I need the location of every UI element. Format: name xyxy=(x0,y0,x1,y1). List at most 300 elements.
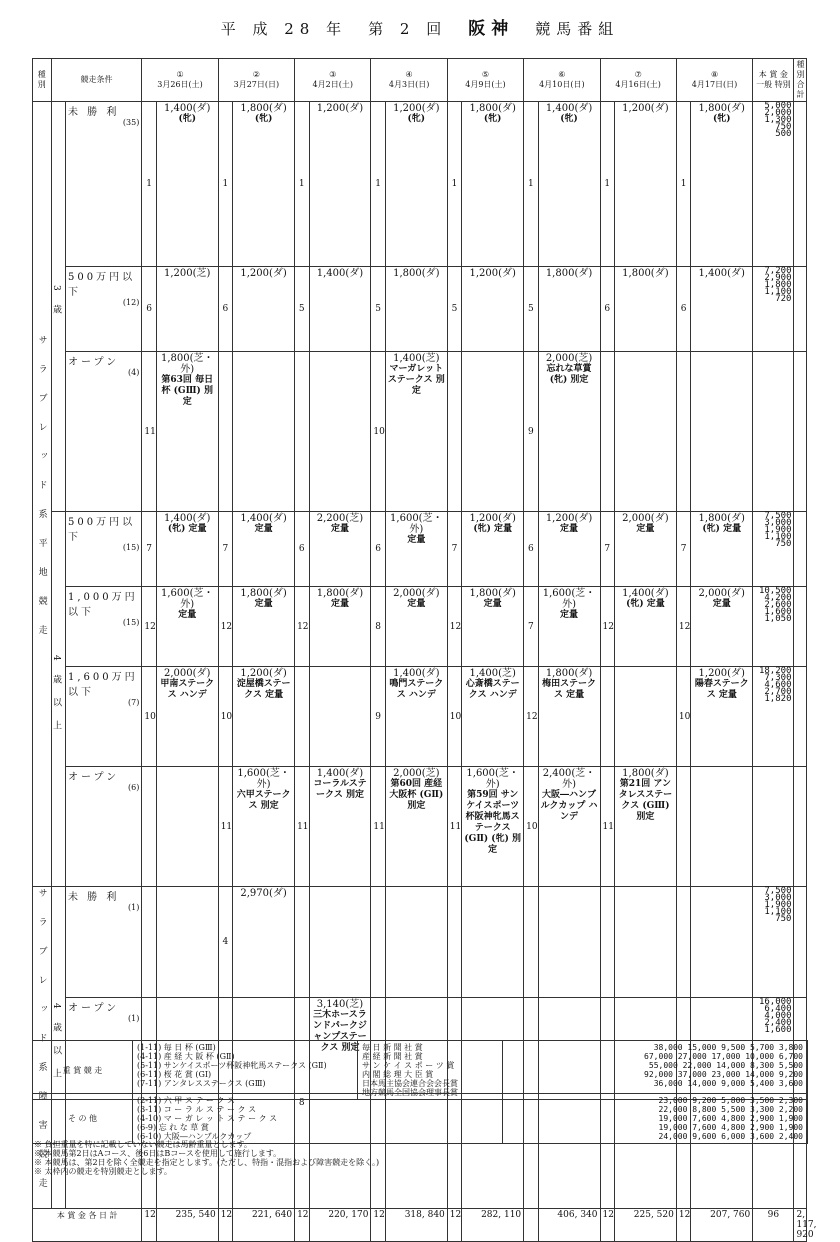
day-total: 207, 760 xyxy=(691,1209,753,1242)
race-number: 10 xyxy=(371,352,385,512)
race-condition xyxy=(66,267,142,352)
day-header: ③ 4月2日(土) xyxy=(295,59,371,102)
other-prizes: 23,000 9,200 5,800 3,500 2,300 22,000 8,800 5,500 3,300 2,200 19,000 7,600 4,800 2,900 1,900 19,000 7,600 4,800 2,900 1,900 24,000 9,600 6,000 3,600 2,400 xyxy=(503,1094,808,1144)
race-number xyxy=(142,767,156,887)
race-number: 10 xyxy=(142,667,156,767)
race-cell xyxy=(614,267,676,352)
race-number xyxy=(676,767,690,887)
race-cell xyxy=(156,767,218,887)
race-cell xyxy=(233,767,295,887)
race-cell xyxy=(309,587,371,667)
race-name: 梅田ステークス 定量 xyxy=(542,679,596,700)
race-number: 11 xyxy=(142,352,156,512)
prize-cell: 5,000 2,000 1,300 750 500 xyxy=(753,102,794,267)
race-name: 定量 xyxy=(560,610,579,620)
race-number xyxy=(447,887,461,998)
race-name: (牝) xyxy=(483,114,502,124)
grid-row xyxy=(33,352,807,512)
race-name: (牝) xyxy=(712,114,731,124)
race-condition xyxy=(66,102,142,267)
type-total xyxy=(794,102,807,267)
race-name: 第21回 アンタレスステークス (GⅢ) 別定 xyxy=(618,779,673,822)
race-number: 7 xyxy=(218,512,232,587)
condition-name: 1,000万円以下 xyxy=(68,592,138,618)
prize-cell xyxy=(753,767,794,887)
note: ※ 本競馬第2日はAコース、後6日はBコースを使用して施行します。 xyxy=(34,1149,282,1158)
day-header: ⑤ 4月9日(土) xyxy=(447,59,523,102)
race-condition xyxy=(66,667,142,767)
day-total: 221, 640 xyxy=(233,1209,295,1242)
race-number: 7 xyxy=(447,512,461,587)
race-distance: 1,200(芝) xyxy=(164,268,211,279)
day-header: ⑧ 4月17日(日) xyxy=(676,59,752,102)
race-distance: 1,800(ダ) xyxy=(316,588,364,599)
race-distance: 3,140(芝) xyxy=(316,999,364,1011)
race-cell xyxy=(538,587,600,667)
race-name: 第59回 サンケイスポーツ杯阪神牝馬ステークス (GⅡ) (牝) 別定 xyxy=(464,790,521,855)
grid-row xyxy=(33,102,807,267)
prize-header: 本 賞 金 一般 特別 xyxy=(753,59,794,102)
race-condition xyxy=(66,767,142,887)
day-total: 406, 340 xyxy=(538,1209,600,1242)
race-distance: 1,400(ダ) xyxy=(316,768,364,779)
race-distance: 2,000(ダ) xyxy=(164,668,211,679)
race-distance: 1,800(ダ) xyxy=(622,768,669,779)
race-name: (牝) 定量 xyxy=(702,524,742,534)
race-number: 1 xyxy=(447,102,461,267)
race-cell xyxy=(156,512,218,587)
race-distance: 1,800(ダ) xyxy=(469,103,516,114)
race-number: 7 xyxy=(676,512,690,587)
race-number xyxy=(295,667,309,767)
race-name: (牝) xyxy=(254,114,273,124)
day-count: 12 xyxy=(371,1209,385,1242)
race-distance: 1,200(ダ) xyxy=(622,103,669,114)
notes xyxy=(34,1140,379,1176)
condition-count: (4) xyxy=(128,368,140,377)
race-distance: 2,000(芝) xyxy=(545,353,593,364)
race-cell xyxy=(385,102,447,267)
race-name: (牝) 定量 xyxy=(167,524,207,534)
day-total: 220, 170 xyxy=(309,1209,371,1242)
race-condition xyxy=(66,587,142,667)
race-name: (牝) xyxy=(407,114,426,124)
race-number: 6 xyxy=(600,267,614,352)
race-cell xyxy=(614,667,676,767)
type-total xyxy=(794,767,807,887)
grid-row xyxy=(33,587,807,667)
race-number: 5 xyxy=(295,267,309,352)
race-distance: 1,600(芝・外) xyxy=(542,588,596,610)
race-number: 1 xyxy=(524,102,538,267)
race-cell xyxy=(462,887,524,998)
day-total: 282, 110 xyxy=(462,1209,524,1242)
juushou-races: (1-11) 毎 日 杯 (GⅢ) (4-11) 産 経 大 阪 杯 (GⅡ) (5-11) サンケイスポーツ杯阪神牝馬ステークス (GⅡ) (6-11) 桜 花 賞 (GⅠ) (7-11) アンタレスステークス (GⅢ) xyxy=(133,1041,358,1100)
type-total xyxy=(794,267,807,352)
race-cell xyxy=(462,587,524,667)
race-number: 7 xyxy=(524,587,538,667)
race-cell xyxy=(233,512,295,587)
race-number: 1 xyxy=(676,102,690,267)
grand-count: 96 xyxy=(753,1209,794,1242)
race-cell xyxy=(691,352,753,512)
race-number: 9 xyxy=(524,352,538,512)
race-distance: 2,970(ダ) xyxy=(240,888,287,899)
race-number: 1 xyxy=(218,102,232,267)
race-cell xyxy=(691,667,753,767)
race-cell xyxy=(156,887,218,998)
race-distance: 1,800(ダ) xyxy=(545,668,593,679)
grid-row xyxy=(33,267,807,352)
race-name: 定量 xyxy=(407,599,426,609)
race-number: 6 xyxy=(524,512,538,587)
race-name: 六甲ステークス 別定 xyxy=(236,790,291,811)
race-cell xyxy=(385,512,447,587)
race-distance: 1,200(ダ) xyxy=(393,103,440,114)
race-number: 6 xyxy=(295,512,309,587)
race-distance: 1,600(芝・外) xyxy=(237,768,290,790)
section-kind: サラブレッド系障害競走 xyxy=(33,887,52,1209)
condition-count: (6) xyxy=(128,783,140,792)
race-cell xyxy=(156,102,218,267)
prize-cell: 7,500 3,000 1,900 1,100 750 xyxy=(753,887,794,998)
race-cell xyxy=(538,352,600,512)
race-distance: 2,000(芝) xyxy=(393,768,440,779)
race-number xyxy=(295,887,309,998)
race-number: 6 xyxy=(676,267,690,352)
race-cell xyxy=(385,267,447,352)
race-distance: 1,200(ダ) xyxy=(469,513,516,524)
race-name: (牝) xyxy=(178,114,196,124)
day-count: 12 xyxy=(447,1209,461,1242)
totals-label: 本 賞 金 各 日 計 xyxy=(33,1209,142,1242)
race-cell xyxy=(614,587,676,667)
race-cell xyxy=(538,887,600,998)
age-cell: 3歳 xyxy=(51,102,65,512)
race-cell xyxy=(309,102,371,267)
other-races: (2-11) 六 甲 ス テ ー ク ス (3-11) コ ー ラ ル ス テ ー ク ス (4-10) マ ー ガ レ ッ ト ス テ ー ク ス (6-9) 忘 れ な 草 賞 (6-10) 大阪―ハンブルクカップ xyxy=(133,1094,503,1144)
race-number: 1 xyxy=(295,102,309,267)
race-distance: 1,600(芝・外) xyxy=(160,588,214,610)
day-count: 12 xyxy=(676,1209,690,1242)
condition-count: (12) xyxy=(122,298,140,307)
race-name: 鳴門ステークス ハンデ xyxy=(389,679,444,700)
race-cell xyxy=(385,352,447,512)
day-total: 235, 540 xyxy=(156,1209,218,1242)
race-cell xyxy=(462,667,524,767)
race-number: 8 xyxy=(295,998,309,1209)
race-distance: 1,400(ダ) xyxy=(698,268,745,279)
race-cell xyxy=(156,587,218,667)
race-distance: 1,200(ダ) xyxy=(240,668,287,679)
race-number: 5 xyxy=(371,267,385,352)
race-name: 甲南ステークス ハンデ xyxy=(160,679,215,700)
race-number xyxy=(218,352,232,512)
race-number: 10 xyxy=(524,767,538,887)
race-distance: 1,200(ダ) xyxy=(240,268,287,279)
race-cell xyxy=(309,512,371,587)
day-count: 12 xyxy=(295,1209,309,1242)
race-distance: 2,400(芝・外) xyxy=(542,768,596,790)
race-name: 定量 xyxy=(178,610,197,620)
race-name: 定量 xyxy=(483,599,502,609)
race-number xyxy=(676,352,690,512)
race-distance: 1,400(ダ) xyxy=(545,103,593,114)
race-number: 12 xyxy=(676,587,690,667)
day-count: 12 xyxy=(600,1209,614,1242)
race-number xyxy=(142,887,156,998)
race-cell xyxy=(385,667,447,767)
race-distance: 1,800(ダ) xyxy=(545,268,593,279)
race-name: 第63回 毎日杯 (GⅢ) 別定 xyxy=(161,375,214,407)
race-name: 定量 xyxy=(407,535,426,545)
race-distance: 1,400(ダ) xyxy=(316,268,364,279)
other-table xyxy=(32,1093,808,1144)
race-distance: 1,600(芝・外) xyxy=(466,768,519,790)
race-name: (牝) 定量 xyxy=(626,599,665,609)
race-name: 淀屋橋ステークス 定量 xyxy=(236,679,291,700)
race-cell xyxy=(309,267,371,352)
race-cell xyxy=(156,667,218,767)
grand-total: 2, 117, 920 xyxy=(794,1209,807,1242)
race-distance: 1,800(ダ) xyxy=(240,103,287,114)
race-name: 三木ホースランドパークジャンプステークス 別定 xyxy=(313,1010,367,1054)
race-distance: 1,800(ダ) xyxy=(240,588,287,599)
condition-name: 500万円以下 xyxy=(68,272,136,298)
race-number: 11 xyxy=(447,767,461,887)
race-name: コーラルステークス 別定 xyxy=(313,779,367,800)
race-cell xyxy=(614,767,676,887)
juushou-label: 重 賞 競 走 xyxy=(33,1041,133,1100)
prize-cell xyxy=(753,352,794,512)
race-distance: 1,400(ダ) xyxy=(164,103,211,114)
race-cell xyxy=(538,512,600,587)
race-number xyxy=(600,352,614,512)
age-cell: 4歳以上 xyxy=(51,887,65,1209)
race-cell xyxy=(614,512,676,587)
race-cell xyxy=(462,102,524,267)
race-number xyxy=(371,887,385,998)
race-name: 定量 xyxy=(636,524,655,534)
type-total xyxy=(794,352,807,512)
race-number: 12 xyxy=(600,587,614,667)
race-cell xyxy=(462,267,524,352)
race-number: 5 xyxy=(524,267,538,352)
prize-cell: 10,500 4,200 2,600 1,600 1,050 xyxy=(753,587,794,667)
page-title: 平 成 28 年 第 2 回 阪神 競馬番組 xyxy=(220,19,620,39)
race-distance: 2,000(ダ) xyxy=(622,513,669,524)
age-cell: 4歳以上 xyxy=(51,512,65,887)
race-cell xyxy=(233,667,295,767)
race-distance: 2,000(ダ) xyxy=(393,588,440,599)
race-number: 11 xyxy=(295,767,309,887)
race-number: 1 xyxy=(600,102,614,267)
race-number: 10 xyxy=(218,667,232,767)
race-condition xyxy=(66,352,142,512)
race-number: 7 xyxy=(600,512,614,587)
race-name: 定量 xyxy=(254,524,273,534)
race-number xyxy=(295,352,309,512)
juushou-awards: 毎 日 新 聞 社 賞 産 経 新 聞 社 賞 サ ン ケ イ ス ポ ー ツ 賞 内 閣 総 理 大 臣 賞 日本馬主協会連合会会長賞 地方競馬全国協会理事長賞 xyxy=(358,1041,503,1100)
race-name: マーガレットステークス 別定 xyxy=(387,364,445,396)
section-kind: サラブレッド系平地競走 xyxy=(33,102,52,887)
race-cell xyxy=(691,887,753,998)
cond-header: 競走条件 xyxy=(51,59,142,102)
prize-cell: 16,000 6,400 4,000 2,400 1,600 xyxy=(753,998,794,1209)
race-number: 10 xyxy=(676,667,690,767)
race-cell xyxy=(309,352,371,512)
race-cell xyxy=(538,267,600,352)
race-name: 陽春ステークス 定量 xyxy=(694,679,749,700)
race-name: 第60回 産経大阪杯 (GⅡ) 別定 xyxy=(389,779,444,811)
race-number: 12 xyxy=(142,587,156,667)
race-number: 11 xyxy=(371,767,385,887)
race-cell xyxy=(538,767,600,887)
race-cell xyxy=(233,887,295,998)
race-distance: 1,800(ダ) xyxy=(393,268,440,279)
race-cell xyxy=(156,352,218,512)
race-number: 8 xyxy=(371,587,385,667)
day-header: ④ 4月3日(日) xyxy=(371,59,447,102)
juushou-prizes: 38,000 15,000 9,500 5,700 3,800 67,000 27,000 17,000 10,000 6,700 55,000 22,000 14,000 8,300 5,500 92,000 37,000 23,000 14,000 9,200 36,000 14,000 9,000 5,400 3,600 xyxy=(503,1041,808,1100)
race-cell xyxy=(538,102,600,267)
race-name: 大阪―ハンブルクカップ ハンデ xyxy=(540,790,598,822)
race-name: 定量 xyxy=(330,524,349,534)
condition-count: (15) xyxy=(122,618,140,627)
type-total xyxy=(794,667,807,767)
race-number: 6 xyxy=(371,512,385,587)
race-distance: 1,800(ダ) xyxy=(698,513,745,524)
race-cell xyxy=(309,767,371,887)
condition-count: (35) xyxy=(122,118,140,127)
race-number xyxy=(600,667,614,767)
note: ※ 負担重量を特に記載していない競走は馬齢重量とします。 xyxy=(34,1140,252,1149)
other-label: そ の 他 xyxy=(33,1094,133,1144)
race-cell xyxy=(462,352,524,512)
day-count xyxy=(524,1209,538,1242)
race-number xyxy=(676,887,690,998)
race-distance: 1,200(ダ) xyxy=(316,103,364,114)
race-distance: 1,400(芝) xyxy=(469,668,516,679)
type-total xyxy=(794,587,807,667)
race-number: 12 xyxy=(218,587,232,667)
race-number: 5 xyxy=(447,267,461,352)
prize-cell: 7,500 3,000 1,900 1,100 750 xyxy=(753,512,794,587)
race-distance: 1,400(ダ) xyxy=(393,668,440,679)
day-total: 225, 520 xyxy=(614,1209,676,1242)
race-cell xyxy=(691,587,753,667)
race-name: 定量 xyxy=(712,599,731,609)
race-number: 6 xyxy=(218,267,232,352)
race-name: 忘れな草賞 (牝) 別定 xyxy=(546,364,592,385)
race-distance: 1,400(ダ) xyxy=(240,513,287,524)
race-cell xyxy=(614,102,676,267)
race-distance: 1,400(ダ) xyxy=(164,513,211,524)
race-number xyxy=(447,352,461,512)
day-total: 318, 840 xyxy=(385,1209,447,1242)
race-distance: 1,600(芝・外) xyxy=(390,513,443,535)
condition-count: (7) xyxy=(128,698,140,707)
race-cell xyxy=(614,887,676,998)
race-distance: 2,200(芝) xyxy=(316,513,364,524)
race-cell xyxy=(691,267,753,352)
race-distance: 1,200(ダ) xyxy=(469,268,516,279)
type-total xyxy=(794,887,807,998)
day-header: ① 3月26日(土) xyxy=(142,59,218,102)
race-distance: 1,800(ダ) xyxy=(698,103,745,114)
kind-header: 種別 xyxy=(33,59,52,102)
race-name: 定量 xyxy=(330,599,349,609)
race-condition xyxy=(66,887,142,998)
condition-name: 500万円以下 xyxy=(68,517,136,543)
race-cell xyxy=(538,667,600,767)
condition-name: 未 勝 利 xyxy=(68,892,120,903)
juushou-table xyxy=(32,1040,808,1100)
race-distance: 1,800(ダ) xyxy=(622,268,669,279)
condition-name: オープン xyxy=(68,357,120,368)
condition-name: オープン xyxy=(68,1003,120,1015)
race-cell xyxy=(309,667,371,767)
grid-row xyxy=(33,667,807,767)
race-cell xyxy=(156,267,218,352)
race-cell xyxy=(691,767,753,887)
condition-count: (1) xyxy=(128,1014,140,1024)
race-number: 7 xyxy=(142,512,156,587)
race-distance: 1,400(ダ) xyxy=(622,588,669,599)
condition-count: (1) xyxy=(128,903,140,912)
race-name: (牝) 定量 xyxy=(473,524,512,534)
race-cell xyxy=(309,887,371,998)
race-distance: 1,800(ダ) xyxy=(469,588,516,599)
condition-count: (15) xyxy=(122,543,140,552)
race-number xyxy=(524,887,538,998)
race-number: 9 xyxy=(371,667,385,767)
race-number: 11 xyxy=(218,767,232,887)
race-distance: 2,000(ダ) xyxy=(698,588,745,599)
race-number: 6 xyxy=(142,267,156,352)
day-header: ② 3月27日(日) xyxy=(218,59,294,102)
race-distance: 1,800(芝・外) xyxy=(160,353,214,375)
day-count: 12 xyxy=(142,1209,156,1242)
race-cell xyxy=(385,587,447,667)
grid-row xyxy=(33,887,807,998)
race-distance: 1,200(ダ) xyxy=(545,513,593,524)
type-total xyxy=(794,512,807,587)
race-distance: 1,200(ダ) xyxy=(698,668,745,679)
race-number: 12 xyxy=(524,667,538,767)
race-cell xyxy=(233,102,295,267)
race-cell xyxy=(462,767,524,887)
race-name: 心斎橋ステークス ハンデ xyxy=(465,679,520,700)
condition-name: 1,600万円以下 xyxy=(68,672,138,698)
race-name: (牝) xyxy=(560,114,578,124)
prize-cell: 7,200 2,900 1,800 1,100 720 xyxy=(753,267,794,352)
race-name: 定量 xyxy=(254,599,273,609)
day-header: ⑥ 4月10日(日) xyxy=(524,59,600,102)
race-cell xyxy=(233,267,295,352)
total-header: 種別合計 xyxy=(794,59,807,102)
race-cell xyxy=(233,352,295,512)
note: ※ 太枠内の競走を特別競走とします。 xyxy=(34,1167,172,1176)
grid-row xyxy=(33,767,807,887)
race-number: 10 xyxy=(447,667,461,767)
race-cell xyxy=(462,512,524,587)
race-cell xyxy=(691,102,753,267)
race-number: 12 xyxy=(447,587,461,667)
race-number: 12 xyxy=(295,587,309,667)
race-cell xyxy=(233,587,295,667)
race-number: 1 xyxy=(142,102,156,267)
